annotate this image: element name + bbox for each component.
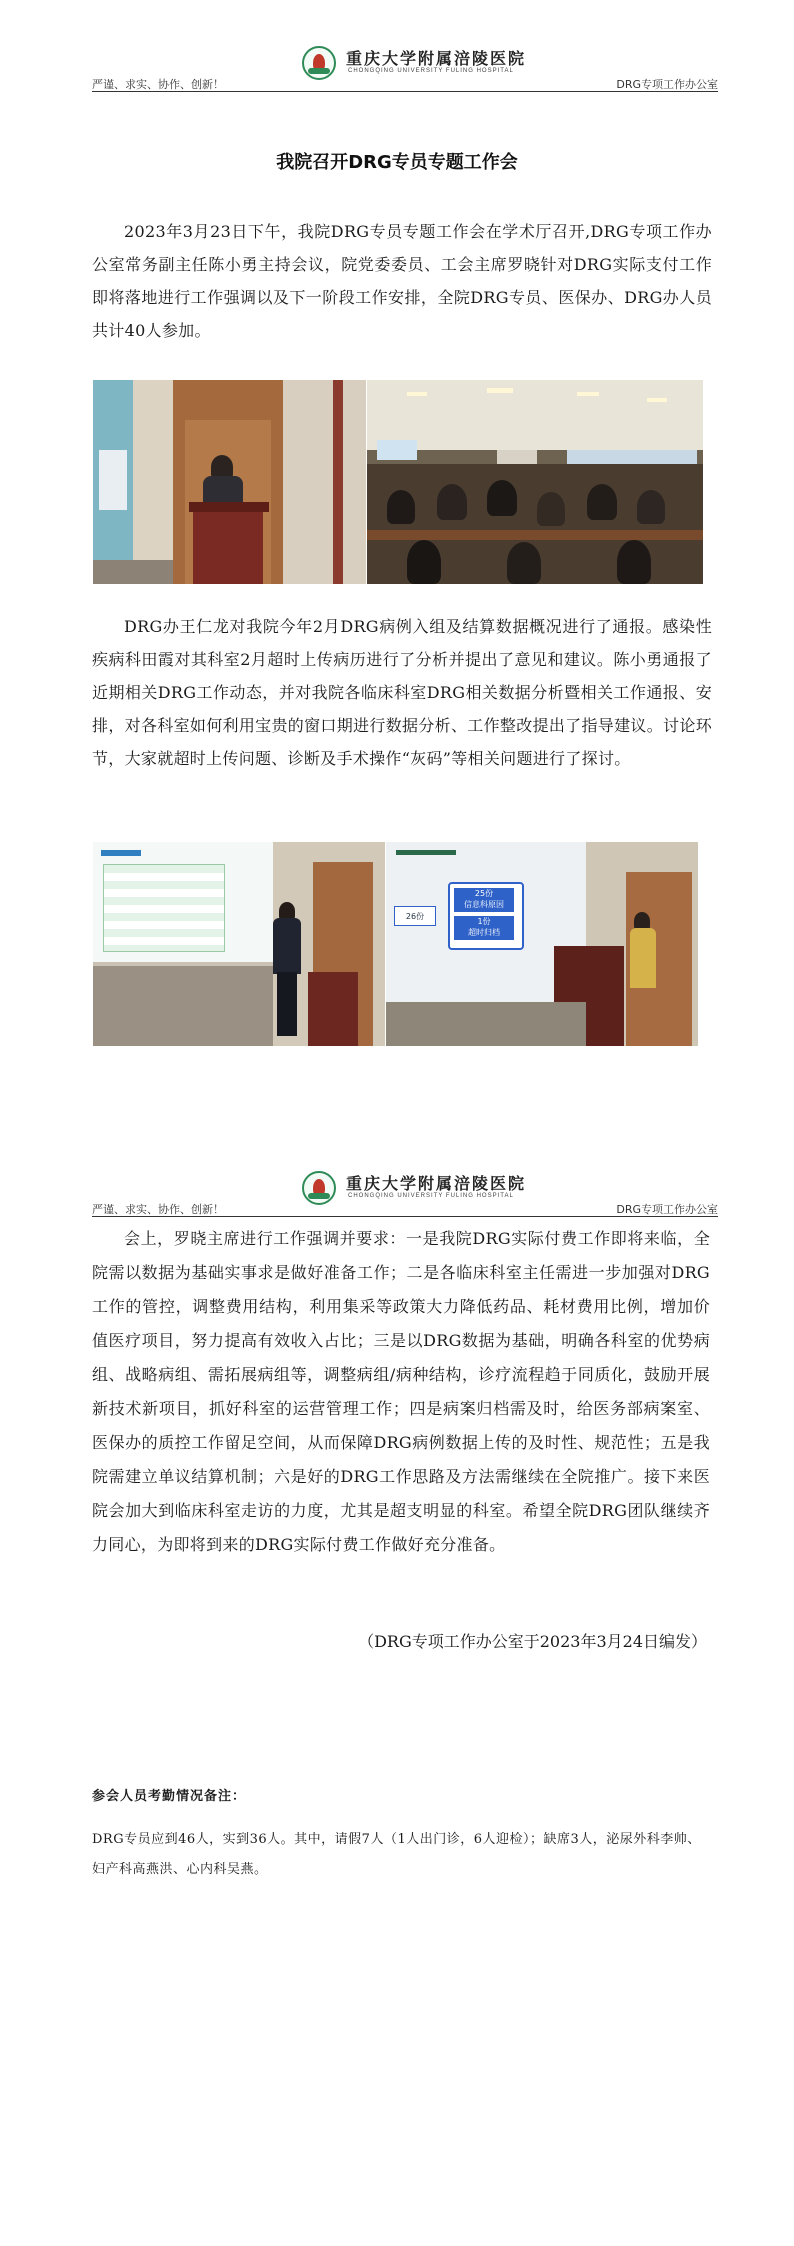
hospital-name-cn: 重庆大学附属涪陵医院 [346, 49, 527, 68]
hospital-name-en-2: CHONGQING UNIVERSITY FULING HOSPITAL [348, 1193, 514, 1199]
attendance-body: DRG专员应到46人，实到36人。其中，请假7人（1人出门诊，6人迎检）；缺席3人，泌尿外科李帅、妇产科高燕洪、心内科吴燕。 [92, 1832, 701, 1877]
hospital-seal-icon [302, 46, 336, 80]
signature-line: （DRG专项工作办公室于2023年3月24日编发） [358, 1632, 707, 1651]
photo-presenter-data-screen [93, 842, 385, 1046]
photo-speaker-slide [386, 842, 698, 1046]
attendance-title: 参会人员考勤情况备注： [92, 1789, 247, 1804]
slide-label-3: 1份 [477, 917, 491, 926]
slide-label-1: 25份 [474, 889, 494, 898]
slide-box-left [394, 906, 436, 926]
paragraph-2: DRG办王仁龙对我院今年2月DRG病例入组及结算数据概况进行了通报。感染性疾病科田霞对其科室2月超时上传病历进行了分析并提出了意见和建议。陈小勇通报了近期相关DRG工作动态，并对我院各临床科室DRG相关数据分析暨相关工作通报、安排，对各科室如何利用宝贵的窗口期进行数据分析、工作整改提出了指导建议。讨论环节，大家就超时上传问题、诊断及手术操作“灰码”等相关问题进行了探讨。 [92, 617, 712, 768]
photo-speaker-podium [93, 380, 366, 584]
slide-label-2: 信息科原因 [464, 900, 504, 909]
paragraph-1: 2023年3月23日下午，我院DRG专员专题工作会在学术厅召开,DRG专项工作办公室常务副主任陈小勇主持会议，院党委委员、工会主席罗晓针对DRG实际支付工作即将落地进行工作强调以及下一阶段工作安排，全院DRG专员、医保办、DRG办人员共计40人参加。 [92, 222, 712, 340]
page-header [92, 40, 718, 92]
slide-box-top [454, 888, 514, 912]
slide-box-bottom [454, 916, 514, 940]
header-divider [92, 91, 718, 92]
header-motto-2: 严谨、求实、协作、创新！ [92, 1203, 224, 1216]
hospital-seal-icon-2 [302, 1171, 336, 1205]
hospital-name-cn-2: 重庆大学附属涪陵医院 [346, 1174, 527, 1193]
header-department-2: DRG专项工作办公室 [616, 1203, 718, 1216]
header-motto: 严谨、求实、协作、创新！ [92, 78, 224, 91]
slide-label-4: 超时归档 [468, 928, 500, 937]
hospital-logo-2 [302, 1171, 562, 1207]
hospital-name-en: CHONGQING UNIVERSITY FULING HOSPITAL [348, 68, 514, 74]
header-divider-2 [92, 1216, 718, 1217]
photo-audience-hall [367, 380, 703, 584]
article-title: 我院召开DRG专员专题工作会 [276, 152, 518, 173]
header-department: DRG专项工作办公室 [616, 78, 718, 91]
paragraph-3: 会上，罗晓主席进行工作强调并要求：一是我院DRG实际付费工作即将来临，全院需以数据为基础实事求是做好准备工作；二是各临床科室主任需进一步加强对DRG工作的管控，调整费用结构，利用集采等政策大力降低药品、耗材费用比例，增加价值医疗项目，努力提高有效收入占比；三是以DRG数据为基础，明确各科室的优势病组、战略病组、需拓展病组等，调整病组/病种结构，诊疗流程趋于同质化，鼓励开展新技术新项目，抓好科室的运营管理工作；四是病案归档需及时，给医务部病案室、医保办的质控工作留足空间，从而保障DRG病例数据上传的及时性、规范性；五是我院需建立单议结算机制；六是好的DRG工作思路及方法需继续在全院推广。接下来医院会加大到临床科室走访的力度，尤其是超支明显的科室。希望全院DRG团队继续齐力同心，为即将到来的DRG实际付费工作做好充分准备。 [92, 1229, 710, 1554]
hospital-logo [302, 46, 562, 82]
page-header-2 [92, 1165, 718, 1217]
slide-label-left: 26份 [405, 911, 425, 921]
